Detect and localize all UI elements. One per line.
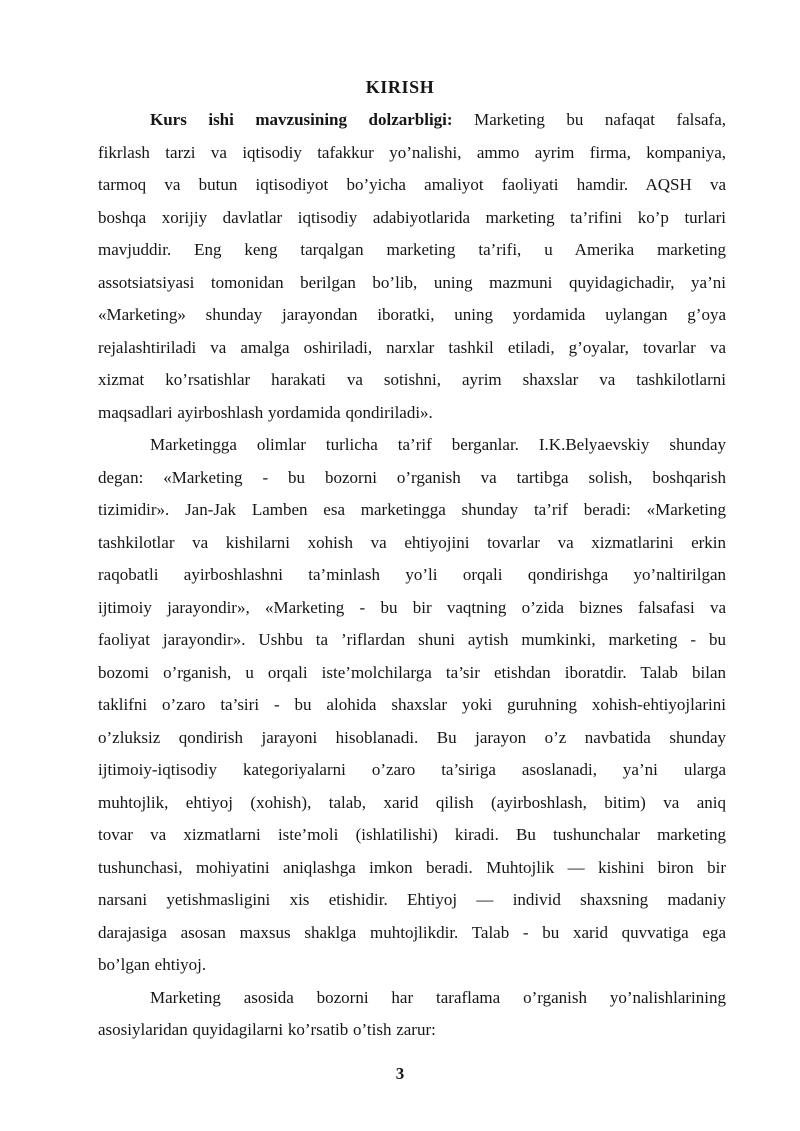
text-line: o’zluksiz qondirish jarayoni hisoblanadi. Bu jarayon o’z navbatida shunday bbox=[98, 727, 726, 747]
bold-lead-text: Kurs ishi mavzusining dolzarbligi: bbox=[150, 110, 453, 129]
text-line: tizimidir». Jan-Jak Lamben esa marketingga shunday ta’rif beradi: «Marketing bbox=[98, 500, 726, 519]
text-line: narsani yetishmasligini xis etishidir. Ehtiyoj — individ shaxsning madaniy bbox=[98, 890, 726, 909]
text-line: Marketingga olimlar turlicha ta’rif berganlar. I.K.Belyaevskiy shunday bbox=[150, 435, 726, 454]
text-line: tashkilotlar va kishilarni xohish va ehtiyojini tovarlar va xizmatlarini erkin bbox=[98, 532, 726, 552]
text-line: maqsadlari ayirboshlash yordamida qondiriladi». bbox=[98, 402, 433, 422]
text-line: ijtimoiy-iqtisodiy kategoriyalarni o’zaro ta’siriga asoslanadi, ya’ni ularga bbox=[98, 760, 726, 779]
text-line: muhtojlik, ehtiyoj (xohish), talab, xarid qilish (ayirboshlash, bitim) va aniq bbox=[98, 792, 726, 812]
text-line: assotsiatsiyasi tomonidan berilgan bo’lib, uning mazmuni quyidagichadir, ya’ni bbox=[98, 272, 726, 292]
text-line: fikrlash tarzi va iqtisodiy tafakkur yo’nalishi, ammo ayrim firma, kompaniya, bbox=[98, 142, 726, 162]
text-line: taklifni o’zaro ta’siri - bu alohida shaxslar yoki guruhning xohish-ehtiyojlarini bbox=[98, 695, 726, 714]
text-line: «Marketing» shunday jarayondan iboratki, uning yordamida uylangan g’oya bbox=[98, 305, 726, 324]
page-number: 3 bbox=[395, 1063, 405, 1083]
text-line: mavjuddir. Eng keng tarqalgan marketing ta’rifi, u Amerika marketing bbox=[98, 240, 726, 259]
text-line: degan: «Marketing - bu bozorni o’rganish va tartibga solish, boshqarish bbox=[98, 467, 726, 487]
text-line: bo’lgan ehtiyoj. bbox=[98, 955, 207, 974]
text-line: Marketing asosida bozorni har taraflama o’rganish yo’nalishlarining bbox=[150, 987, 726, 1007]
text-line: faoliyat jarayondir». Ushbu ta ’riflardan shuni aytish mumkinki, marketing - bu bbox=[98, 630, 726, 649]
text-line: darajasiga asosan maxsus shaklga muhtojlikdir. Talab - bu xarid quvvatiga ega bbox=[98, 922, 726, 942]
text-line: tovar va xizmatlarni iste’moli (ishlatilishi) kiradi. Bu tushunchalar marketing bbox=[98, 825, 726, 844]
text-line: bozomi o’rganish, u orqali iste’molchilarga ta’sir etishdan iboratdir. Talab bilan bbox=[98, 662, 726, 682]
text-line: ijtimoiy jarayondir», «Marketing - bu bir vaqtning o’zida biznes falsafasi va bbox=[98, 597, 726, 617]
text-line: Kurs ishi mavzusining dolzarbligi: Marketing bu nafaqat falsafa, bbox=[150, 110, 726, 129]
text-line: tushunchasi, mohiyatini aniqlashga imkon beradi. Muhtojlik — kishini biron bir bbox=[98, 857, 726, 877]
text-line: raqobatli ayirboshlashni ta’minlash yo’li orqali qondirishga yo’naltirilgan bbox=[98, 565, 726, 584]
text-line: boshqa xorijiy davlatlar iqtisodiy adabiyotlarida marketing ta’rifini ko’p turlari bbox=[98, 207, 726, 227]
document-body bbox=[0, 104, 800, 1047]
text-line: rejalashtiriladi va amalga oshiriladi, narxlar tashkil etiladi, g’oyalar, tovarlar va bbox=[98, 337, 726, 357]
page-title: KIRISH bbox=[365, 77, 435, 97]
text-line: tarmoq va butun iqtisodiyot bo’yicha amaliyot faoliyati hamdir. AQSH va bbox=[98, 175, 726, 194]
text-line: asosiylaridan quyidagilarni ko’rsatib o’tish zarur: bbox=[98, 1020, 436, 1039]
text-line: xizmat ko’rsatishlar harakati va sotishni, ayrim shaxslar va tashkilotlarni bbox=[98, 370, 726, 389]
